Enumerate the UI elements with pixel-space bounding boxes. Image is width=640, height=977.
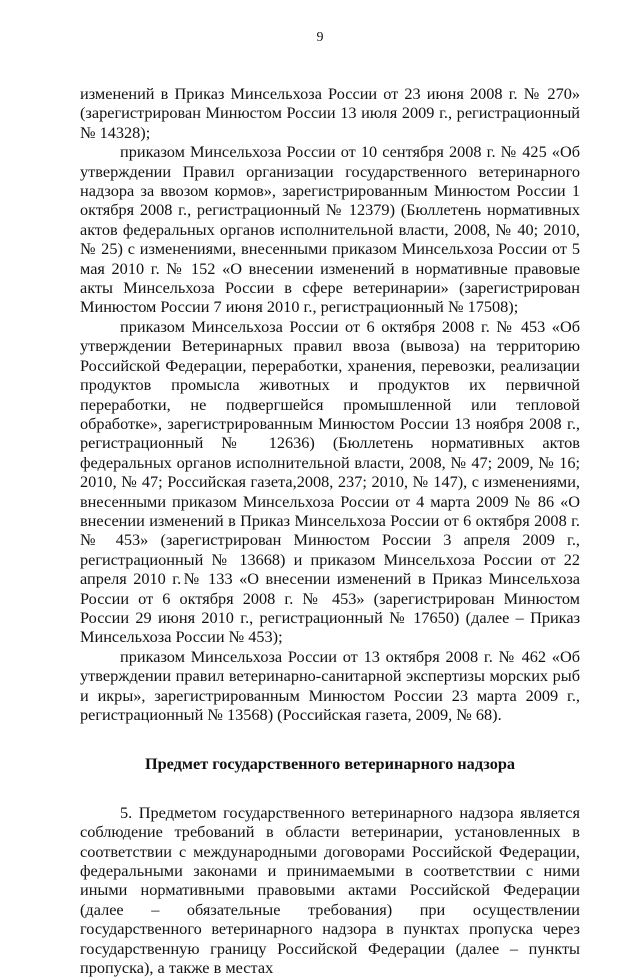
page-number: 9 xyxy=(316,30,324,45)
paragraph-continuation: изменений в Приказ Минсельхоза России от 23 июня 2008 г. № 270» (зарегистрирован Минюстом России 13 июля 2009 г., регистрационный № 14328); xyxy=(80,84,580,142)
paragraph-order-453: приказом Минсельхоза России от 6 октября 2008 г. № 453 «Об утверждении Ветеринарных правил ввоза (вывоза) на территорию Российской Федерации, переработки, хранения, перевозки, реализации продуктов промысла животных и продуктов их первичной переработки, не подвергшейся промышленной или тепловой обработке», зарегистрированным Минюстом России 13 ноября 2008 г., регистрационный № 12636) (Бюллетень нормативных актов федеральных органов исполнительной власти, 2008, № 47; 2009, № 16; 2010, № 47; Российская газета,2008, 237; 2010, № 147), с изменениями, внесенными приказом Минсельхоза России от 4 марта 2009 № 86 «О внесении изменений в Приказ Минсельхоза России от 6 октября 2008 г. № 453» (зарегистрирован Минюстом России 3 апреля 2009 г., регистрационный № 13668) и приказом Минсельхоза России от 22 апреля 2010 г.№ 133 «О внесении изменений в Приказ Минсельхоза России от 6 октября 2008 г. № 453» (зарегистрирован Минюстом России 29 июня 2010 г., регистрационный № 17650) (далее – Приказ Минсельхоза России № 453); xyxy=(80,316,580,647)
paragraph-order-425: приказом Минсельхоза России от 10 сентября 2008 г. № 425 «Об утверждении Правил организации государственного ветеринарного надзора за ввозом кормов», зарегистрированным Минюстом России 1 октября 2008 г., регистрационный № 12379) (Бюллетень нормативных актов федеральных органов исполнительной власти, 2008, № 40; 2010, № 25) с изменениями, внесенными приказом Минсельхоза России от 5 мая 2010 г. № 152 «О внесении изменений в нормативные правовые акты Минсельхоза России в сфере ветеринарии» (зарегистрирован Минюстом России 7 июня 2010 г., регистрационный № 17508); xyxy=(80,142,580,317)
paragraph-order-462: приказом Минсельхоза России от 13 октября 2008 г. № 462 «Об утверждении правил ветеринарно-санитарной экспертизы морских рыб и икры», зарегистрированным Минюстом России 23 марта 2009 г., регистрационный № 13568) (Российская газета, 2009, № 68). xyxy=(80,646,580,724)
section-heading: Предмет государственного ветеринарного надзора xyxy=(144,754,516,774)
paragraph-item-5: 5. Предметом государственного ветеринарного надзора является соблюдение требований в области ветеринарии, установленных в соответствии с международными договорами Российской Федерации, федеральными законами и принимаемыми в соответствии с ними иными нормативными правовыми актами Российской Федерации (далее – обязательные требования) при осуществлении государственного ветеринарного надзора в пунктах пропуска через государственную границу Российской Федерации (далее – пункты пропуска), а также в местах xyxy=(80,802,580,977)
document-body xyxy=(80,84,580,977)
